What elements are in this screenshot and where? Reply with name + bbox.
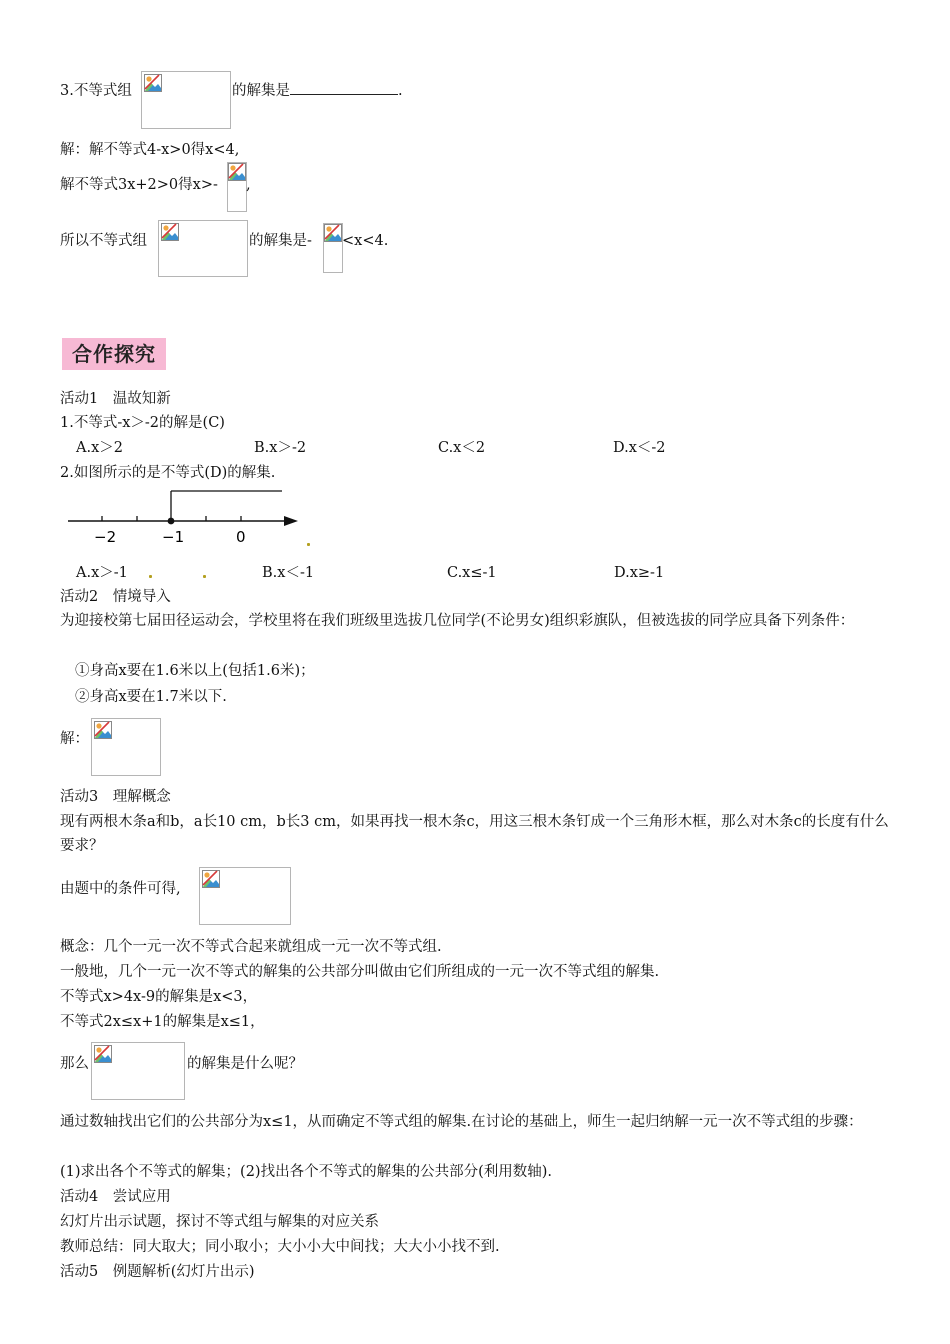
- q1-option-c: C.x＜2: [438, 440, 486, 456]
- q1-option-b: B.x＞-2: [254, 440, 307, 456]
- activity3-given-prefix: 由题中的条件可得,: [60, 881, 181, 897]
- closed-point-minus1: [168, 518, 175, 525]
- broken-image-icon: [324, 224, 342, 242]
- activity3-title: 活动3 理解概念: [60, 789, 171, 805]
- broken-image-icon: [161, 223, 179, 241]
- q3-end: .: [398, 83, 403, 99]
- activity3-general: 一般地，几个一元一次不等式的解集的公共部分叫做由它们所组成的一元一次不等式组的解集.: [60, 964, 660, 980]
- stray-dot: [149, 575, 152, 578]
- activity2-title: 活动2 情境导入: [60, 589, 171, 605]
- activity3-concept: 概念：几个一元一次不等式合起来就组成一元一次不等式组.: [60, 939, 442, 955]
- solution-system-image: [158, 220, 248, 277]
- q3-prefix: 3.不等式组: [60, 83, 132, 99]
- activity3-text: 现有两根木条a和b，a长10 cm，b长3 cm，如果再找一根木条c，用这三根木条钉成一个三角形木框，那么对木条c的长度有什么要求？: [60, 814, 889, 854]
- answer-blank[interactable]: [290, 80, 398, 95]
- q1-option-d: D.x＜-2: [613, 440, 666, 456]
- activity3-example1: 不等式x>4x-9的解集是x<3，: [60, 989, 258, 1005]
- stray-dot: [203, 575, 206, 578]
- q2-option-c: C.x≤-1: [447, 565, 497, 581]
- tick-label-zero: 0: [236, 528, 246, 546]
- q3-tail: [232, 80, 403, 102]
- activity2-answer-prefix: 解：: [60, 731, 89, 747]
- activity1-q1: 1.不等式-x＞-2的解是(C): [60, 415, 225, 431]
- broken-image-icon: [94, 1045, 112, 1063]
- broken-image-icon: [202, 870, 220, 888]
- q2-option-d: D.x≥-1: [614, 565, 665, 581]
- solution-line3-prefix: 所以不等式组: [60, 233, 147, 249]
- activity3-example2: 不等式2x≤x+1的解集是x≤1，: [60, 1014, 265, 1030]
- solution-line3-mid: 的解集是-: [249, 233, 312, 249]
- activity4-title: 活动4 尝试应用: [60, 1189, 171, 1205]
- activity3-given-image: [199, 867, 291, 925]
- activity1-q2: 2.如图所示的是不等式(D)的解集.: [60, 465, 276, 481]
- tick-label-minus2: −2: [94, 528, 117, 546]
- activity1-title: 活动1 温故知新: [60, 391, 171, 407]
- q3-line: [60, 80, 132, 102]
- activity3-steps: (1)求出各个不等式的解集；(2)找出各个不等式的解集的公共部分(利用数轴).: [60, 1164, 552, 1180]
- activity4-teacher-summary: 教师总结：同大取大；同小取小；大小小大中间找；大大小小找不到.: [60, 1239, 500, 1255]
- broken-image-icon: [144, 74, 162, 92]
- broken-image-icon: [228, 163, 246, 181]
- q2-option-b: B.x＜-1: [262, 565, 315, 581]
- activity2-answer-image: [91, 718, 161, 776]
- fraction-image: [227, 162, 247, 212]
- tick-label-minus1: −1: [162, 528, 185, 546]
- q1-option-a: A.x＞2: [76, 440, 123, 456]
- number-line-figure: [60, 484, 320, 548]
- q2-option-a: A.x＞-1: [76, 565, 128, 581]
- solution-line2: [60, 174, 218, 196]
- q3-system-image: [141, 71, 231, 129]
- activity3-summary: 通过数轴找出它们的公共部分为x≤1，从而确定不等式组的解集.在讨论的基础上，师生一起归纳解一元一次不等式组的步骤：: [60, 1114, 863, 1130]
- q3-suffix: 的解集是: [232, 83, 290, 99]
- activity5-title: 活动5 例题解析(幻灯片出示): [60, 1264, 255, 1280]
- solution-line2-suffix: ,: [246, 177, 251, 193]
- stray-dot: [307, 543, 310, 546]
- axis-arrow: [284, 516, 298, 526]
- activity2-condition1: ①身高x要在1.6米以上(包括1.6米)；: [75, 663, 315, 679]
- fraction-image-2: [323, 223, 343, 273]
- activity4-text: 幻灯片出示试题，探讨不等式组与解集的对应关系: [60, 1214, 379, 1230]
- solution-line1: 解：解不等式4-x>0得x<4,: [60, 142, 240, 158]
- activity3-question-prefix: 那么: [60, 1056, 89, 1072]
- activity3-question-suffix: 的解集是什么呢？: [187, 1056, 303, 1072]
- activity2-text: 为迎接校第七届田径运动会，学校里将在我们班级里选拔几位同学(不论男女)组织彩旗队，但被选拔的同学应具备下列条件：: [60, 613, 855, 629]
- solution-line3-suffix: <x<4.: [342, 233, 389, 249]
- activity2-condition2: ②身高x要在1.7米以下.: [75, 689, 227, 705]
- activity3-question-image: [91, 1042, 185, 1100]
- broken-image-icon: [94, 721, 112, 739]
- solution-line2-prefix: 解不等式3x+2>0得x>-: [60, 177, 218, 193]
- section-badge: 合作探究: [62, 338, 166, 370]
